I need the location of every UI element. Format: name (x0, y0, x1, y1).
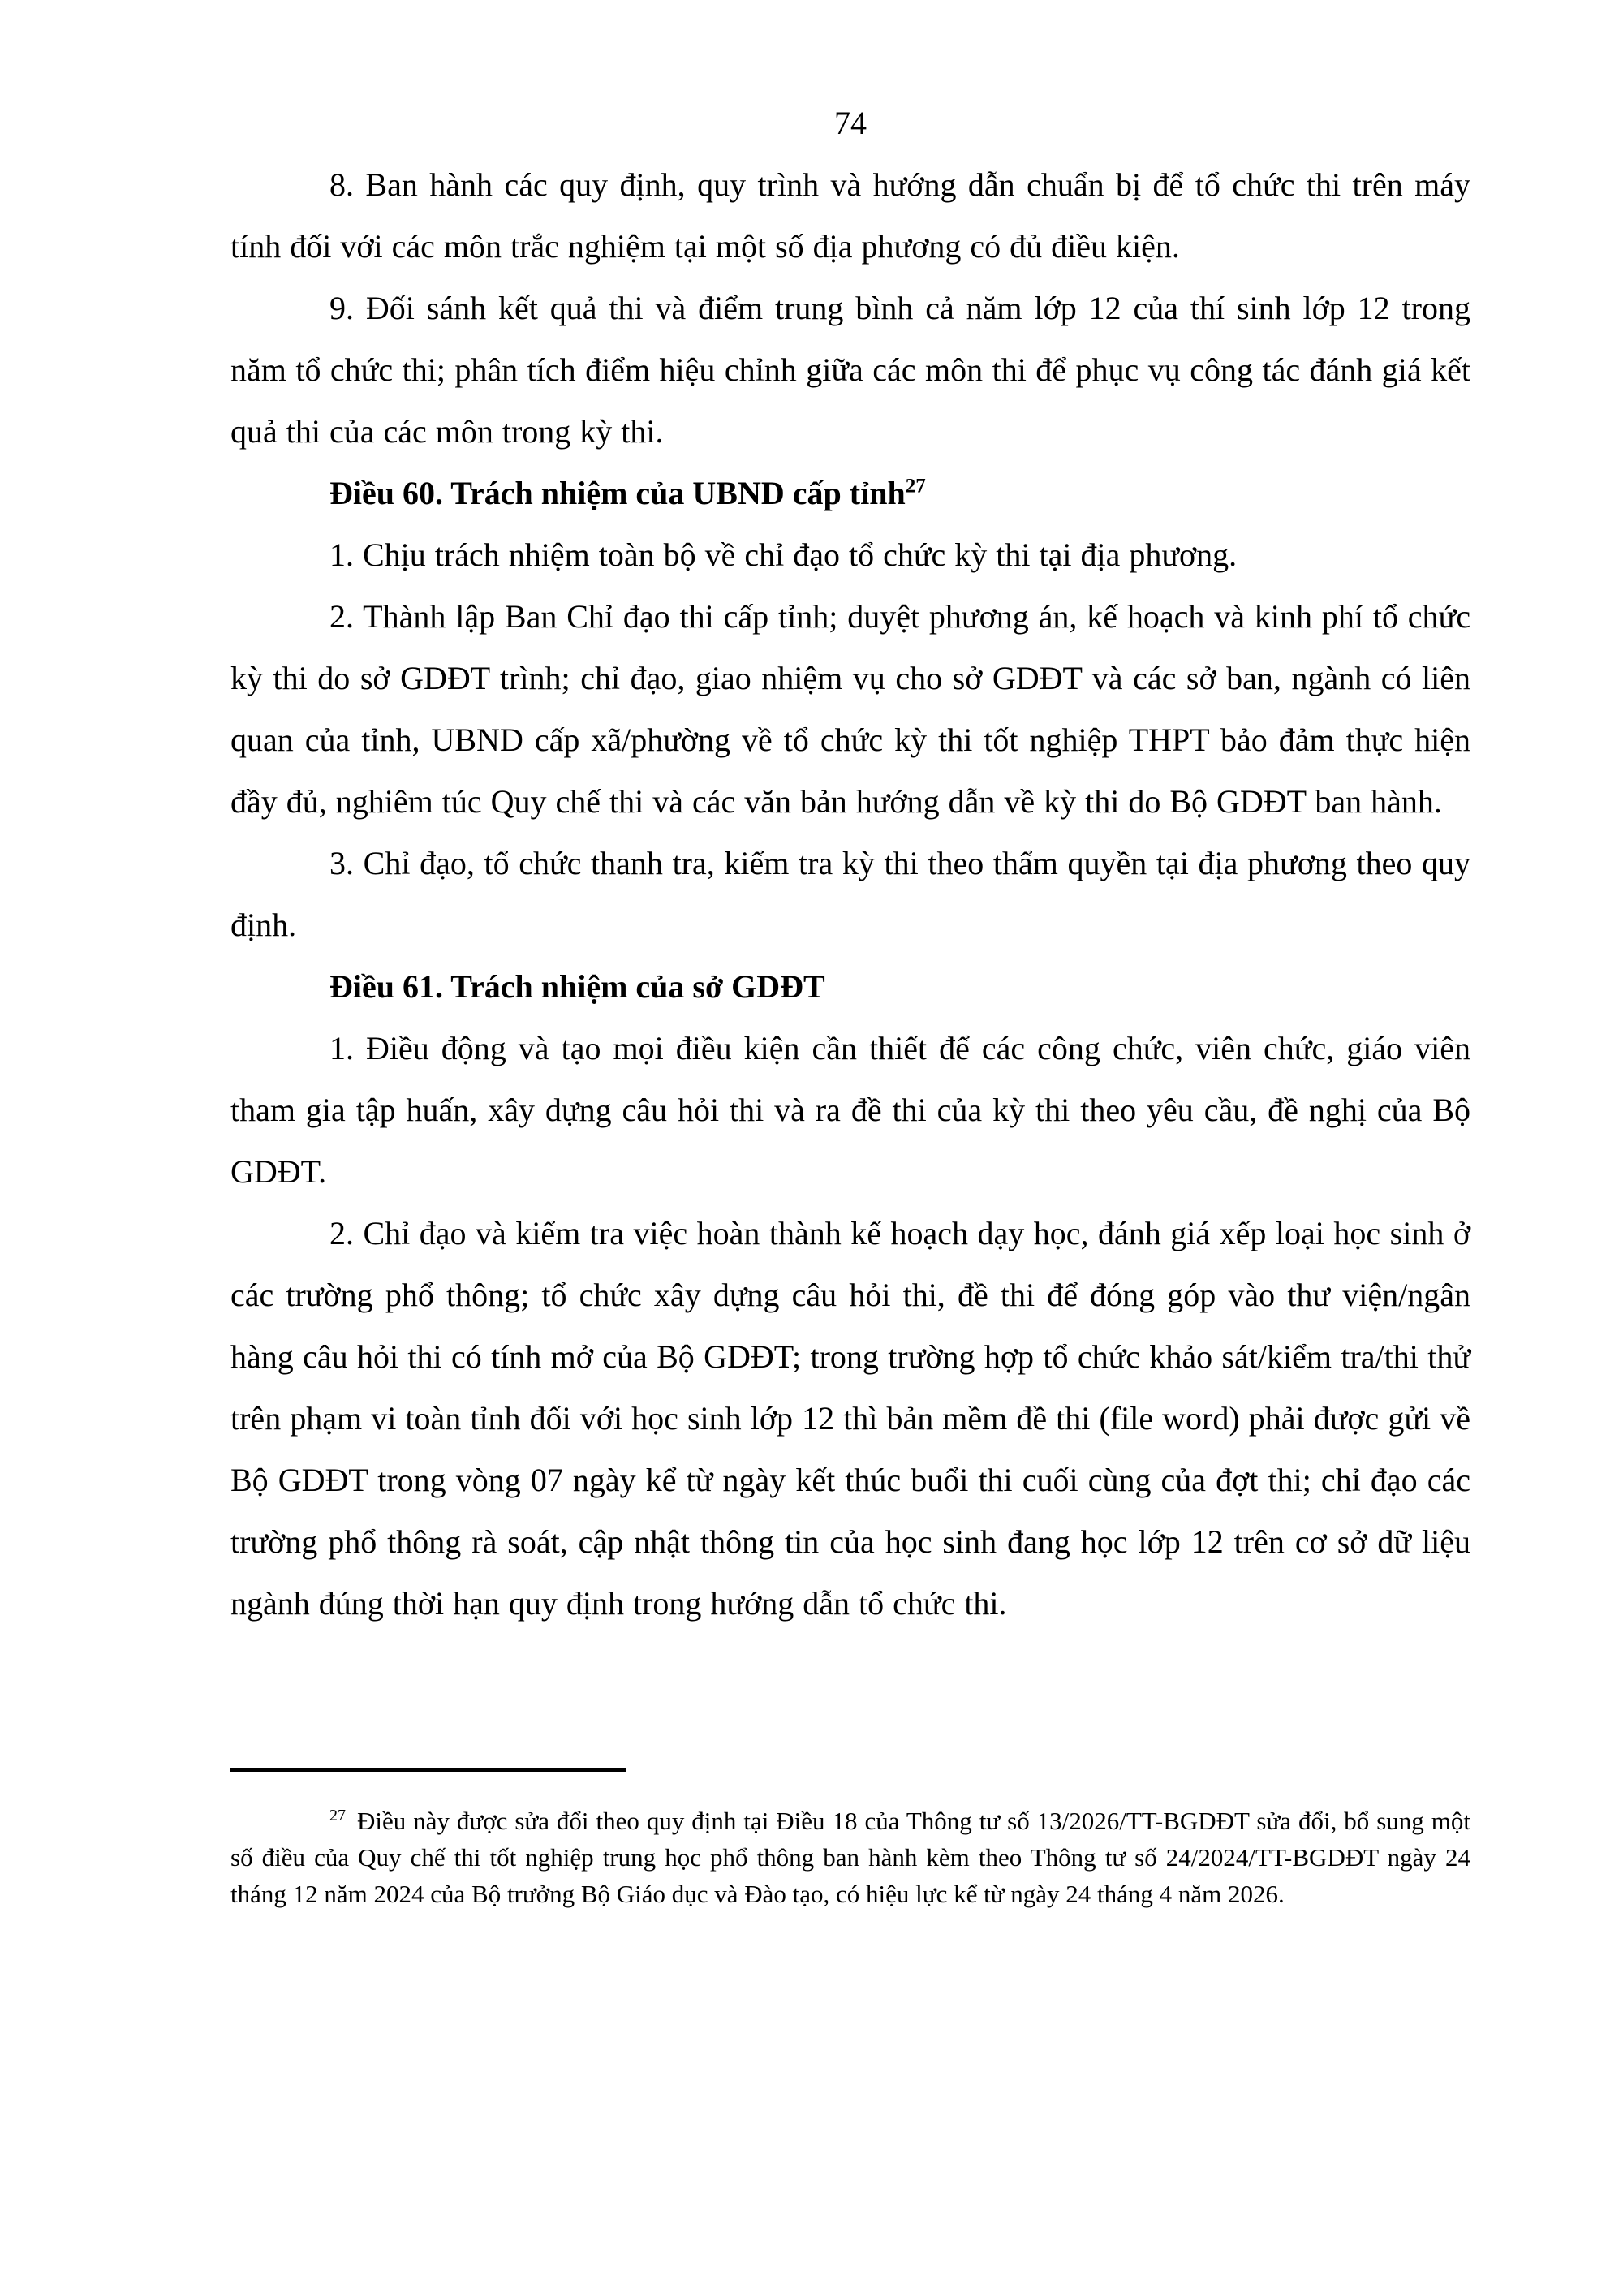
article-60-item-3: 3. Chỉ đạo, tổ chức thanh tra, kiểm tra kỳ thi theo thẩm quyền tại địa phương theo quy định. (230, 845, 1470, 943)
page-number: 74 (834, 105, 867, 141)
article-61-heading (230, 956, 1470, 1018)
paragraph-8: 8. Ban hành các quy định, quy trình và hướng dẫn chuẩn bị để tổ chức thi trên máy tính đối với các môn trắc nghiệm tại một số địa phương có đủ điều kiện. (230, 166, 1470, 265)
article-61-item-2: 2. Chỉ đạo và kiểm tra việc hoàn thành kế hoạch dạy học, đánh giá xếp loại học sinh ở các trường phổ thông; tổ chức xây dựng câu hỏi thi, đề thi để đóng góp vào thư viện/ngân hàng câu hỏi thi có tính mở của Bộ GDĐT; trong trường hợp tổ chức khảo sát/kiểm tra/thi thử trên phạm vi toàn tỉnh đối với học sinh lớp 12 thì bản mềm đề thi (file word) phải được gửi về Bộ GDĐT trong vòng 07 ngày kể từ ngày kết thúc buổi thi cuối cùng của đợt thi; chỉ đạo các trường phổ thông rà soát, cập nhật thông tin của học sinh đang học lớp 12 trên cơ sở dữ liệu ngành đúng thời hạn quy định trong hướng dẫn tổ chức thi. (230, 1215, 1470, 1622)
article-60-item-2: 2. Thành lập Ban Chỉ đạo thi cấp tỉnh; duyệt phương án, kế hoạch và kinh phí tổ chức kỳ thi do sở GDĐT trình; chỉ đạo, giao nhiệm vụ cho sở GDĐT và các sở ban, ngành có liên quan của tỉnh, UBND cấp xã/phường về tổ chức kỳ thi tốt nghiệp THPT bảo đảm thực hiện đầy đủ, nghiêm túc Quy chế thi và các văn bản hướng dẫn về kỳ thi do Bộ GDĐT ban hành. (230, 598, 1470, 820)
article-60-item-1: 1. Chịu trách nhiệm toàn bộ về chỉ đạo tổ chức kỳ thi tại địa phương. (329, 536, 1238, 573)
footnote-27-text: Điều này được sửa đổi theo quy định tại Điều 18 của Thông tư số 13/2026/TT-BGDĐT sửa đổi, bổ sung một số điều của Quy chế thi tốt nghiệp trung học phổ thông ban hành kèm theo Thông tư số 24/2024/TT-BGDĐT ngày 24 tháng 12 năm 2024 của Bộ trưởng Bộ Giáo dục và Đào tạo, có hiệu lực kể từ ngày 24 tháng 4 năm 2026. (230, 1807, 1470, 1908)
paragraph-9: 9. Đối sánh kết quả thi và điểm trung bình cả năm lớp 12 của thí sinh lớp 12 trong năm tổ chức thi; phân tích điểm hiệu chỉnh giữa các môn thi để phục vụ công tác đánh giá kết quả thi của các môn trong kỳ thi. (230, 290, 1470, 450)
footnote-27-marker: 27 (329, 1806, 346, 1824)
article-60-heading-text: Điều 60. Trách nhiệm của UBND cấp tỉnh (329, 475, 906, 511)
article-61-item-1: 1. Điều động và tạo mọi điều kiện cần thiết để các công chức, viên chức, giáo viên tham gia tập huấn, xây dựng câu hỏi thi và ra đề thi của kỳ thi theo yêu cầu, đề nghị của Bộ GDĐT. (230, 1030, 1470, 1190)
footnote-27 (230, 1803, 1470, 1912)
footnote-separator (230, 1768, 626, 1772)
footnote-ref-superscript: 27 (905, 475, 926, 498)
article-60-heading (230, 463, 1470, 524)
article-61-heading-text: Điều 61. Trách nhiệm của sở GDĐT (329, 968, 825, 1005)
